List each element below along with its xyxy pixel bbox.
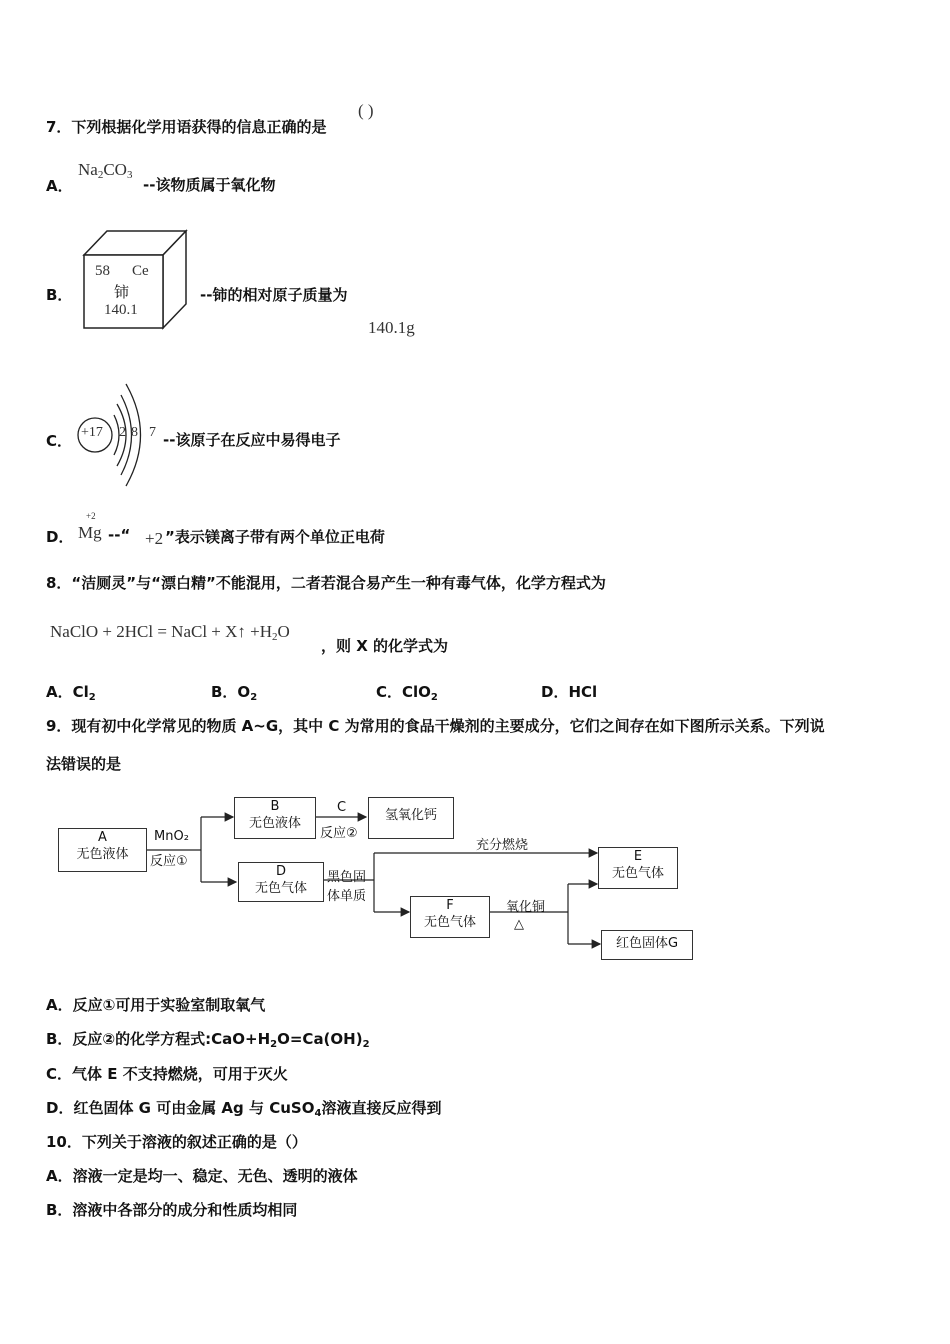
q9-stem-line2: 法错误的是 (46, 755, 122, 773)
q9-option-b: B．反应②的化学方程式$:CaO+H_2O=Ca(OH)_2$ (46, 1030, 370, 1050)
q7-option-d-symbol: Mg (78, 523, 102, 542)
q9-label-reaction2: 反应② (320, 826, 358, 841)
q9-label-full-combustion: 充分燃烧 (476, 838, 529, 853)
q7-option-d-charge-top: +2 (86, 511, 96, 521)
q9-box-d-letter: D (275, 864, 286, 879)
q9-box-a-name: 无色液体 (76, 847, 129, 862)
q7-cell-symbol: Ce (132, 263, 149, 279)
q10-stem: 10．下列关于溶液的叙述正确的是（） (46, 1133, 307, 1151)
q9-box-b-letter: B (270, 799, 280, 814)
q8-option-c: C．ClO$_2$ (376, 683, 438, 703)
q9-box-a (58, 828, 147, 872)
q9-box-f-letter: F (446, 898, 454, 913)
q9-box-f-name: 无色气体 (423, 915, 476, 930)
q9-box-e (598, 847, 678, 889)
q7-option-d-text2: ”表示镁离子带有两个单位正电荷 (165, 528, 385, 546)
q7-shell-2: 8 (131, 425, 138, 440)
q9-label-copper-oxide: 氧化铜 (506, 900, 546, 915)
q9-box-b (234, 797, 316, 839)
q9-stem-line1: 9．现有初中化学常见的物质 A~G，其中 C 为常用的食品干燥剂的主要成分，它们之间存在如下图所示关系。下列说 (46, 717, 825, 735)
q9-box-a-letter: A (98, 830, 107, 845)
q9-label-heat: △ (514, 917, 524, 932)
q9-box-d-name: 无色气体 (254, 881, 307, 896)
q7-shell-3: 7 (149, 425, 156, 440)
q9-label-black-solid-2: 体单质 (327, 889, 367, 904)
q7-option-b-text: --铈的相对原子质量为 (200, 286, 348, 304)
q7-option-b-label: B． (46, 286, 73, 304)
q9-option-d: D．红色固体 G 可由金属 Ag 与 CuSO$_4$溶液直接反应得到 (46, 1099, 442, 1119)
q7-option-a-formula: Na2CO3 (78, 160, 133, 181)
q9-box-e-name: 无色气体 (611, 866, 664, 881)
q9-option-a: A．反应①可用于实验室制取氧气 (46, 996, 266, 1014)
q8-option-a: A．$Cl_2$ (46, 683, 96, 703)
q7-option-d-text1: --“ (108, 526, 131, 544)
q9-label-c: C (337, 800, 347, 815)
q9-box-b-name: 无色液体 (248, 816, 301, 831)
q7-answer-paren: ( ) (358, 101, 374, 120)
q7-cell-atomic-number: 58 (95, 263, 110, 279)
q8-stem: 8．“洁厕灵”与“漂白精”不能混用，二者若混合易产生一种有毒气体，化学方程式为 (46, 574, 606, 592)
q7-option-d-label: D． (46, 528, 74, 546)
q7-option-d-charge: +2 (145, 529, 164, 548)
q9-box-calcium-hydroxide: 氢氧化钙 (368, 797, 454, 839)
q7-stem: 7．下列根据化学用语获得的信息正确的是 (46, 118, 327, 136)
q7-option-c-label: C． (46, 432, 73, 450)
q7-option-c-text: --该原子在反应中易得电子 (163, 431, 341, 449)
q9-option-c: C．气体 E 不支持燃烧，可用于灭火 (46, 1065, 288, 1083)
q10-option-b: B．溶液中各部分的成分和性质均相同 (46, 1201, 298, 1219)
q9-box-f (410, 896, 490, 938)
q7-shell-1: 2 (119, 425, 126, 440)
q9-box-e-letter: E (633, 849, 643, 864)
q10-option-a: A．溶液一定是均一、稳定、无色、透明的液体 (46, 1167, 358, 1185)
q7-cell-name: 铈 (114, 283, 130, 301)
q7-cell-mass: 140.1 (104, 302, 138, 318)
q8-equation-tail: ，则 X 的化学式为 (321, 637, 449, 655)
q7-option-a-text: --该物质属于氧化物 (143, 176, 276, 194)
q8-option-b: B．$O_2$ (211, 683, 258, 703)
q8-option-d: D．HCl (541, 683, 598, 701)
q7-option-a-label: A． (46, 177, 73, 195)
q9-label-reaction1: 反应① (150, 854, 188, 869)
q9-label-black-solid-1: 黑色固 (327, 870, 367, 885)
q9-label-mno2: MnO₂ (154, 829, 189, 844)
q7-nucleus-charge: +17 (81, 425, 103, 440)
q9-box-d (238, 862, 324, 902)
q9-box-g: 红色固体G (601, 930, 693, 960)
q7-option-b-value: 140.1g (368, 318, 415, 337)
q8-equation: NaClO + 2HCl = NaCl + X↑ +H2O (50, 622, 290, 643)
